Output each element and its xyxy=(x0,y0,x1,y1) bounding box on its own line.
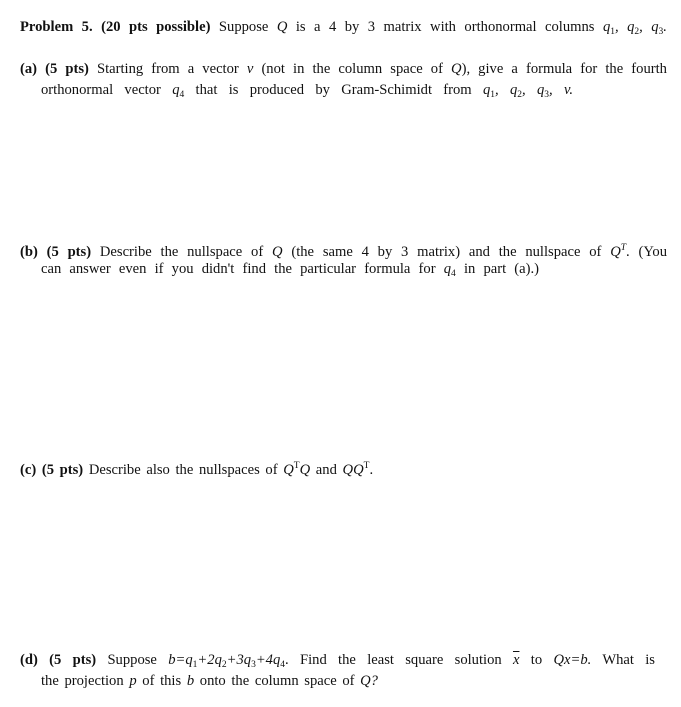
problem-statement: Problem 5. (20 pts possible) Suppose Q is a 4 by 3 matrix with orthonormal columns $q_1$, $q_2$, $q_3$. xyxy=(20,19,667,37)
part-a-line-2: orthonormal vector $q_4$ that is produced by Gram-Schimidt from $q_1$, $q_2$, $q_3$, v. xyxy=(41,82,573,100)
part-a-label: (a) (5 pts) xyxy=(20,61,89,77)
part-d-line-1: (d) (5 pts) Suppose $b=q_1+2q_2+3q_3+4q_4$. Find the least square solution $\overline{x}$ to Qx=b. What is xyxy=(20,652,655,670)
math-q-list: $q_1$, $q_2$, $q_3$. xyxy=(602,19,667,37)
part-b-label: (b) (5 pts) xyxy=(20,244,92,260)
part-a-line-1: (a) (5 pts) Starting from a vector v (not in the column space of Q), give a formula for the fourth xyxy=(20,61,667,77)
part-c-label: (c) (5 pts) xyxy=(20,462,84,478)
problem-number: Problem 5. xyxy=(20,19,93,35)
part-b-line-2: can answer even if you didn't find the particular formula for $q_4$ in part (a).) xyxy=(41,261,539,279)
part-b-line-1: (b) (5 pts) Describe the nullspace of Q (the same 4 by 3 matrix) and the nullspace of $Q^T$. (You xyxy=(20,243,668,260)
part-c-line-1: (c) (5 pts) Describe also the nullspaces of $Q^TQ$ and $QQ^T$. xyxy=(20,461,374,478)
part-d-label: (d) (5 pts) xyxy=(20,652,97,668)
problem-points: (20 pts possible) xyxy=(101,19,211,35)
part-d-line-2: the projection p of this b onto the column space of Q? xyxy=(41,673,378,689)
